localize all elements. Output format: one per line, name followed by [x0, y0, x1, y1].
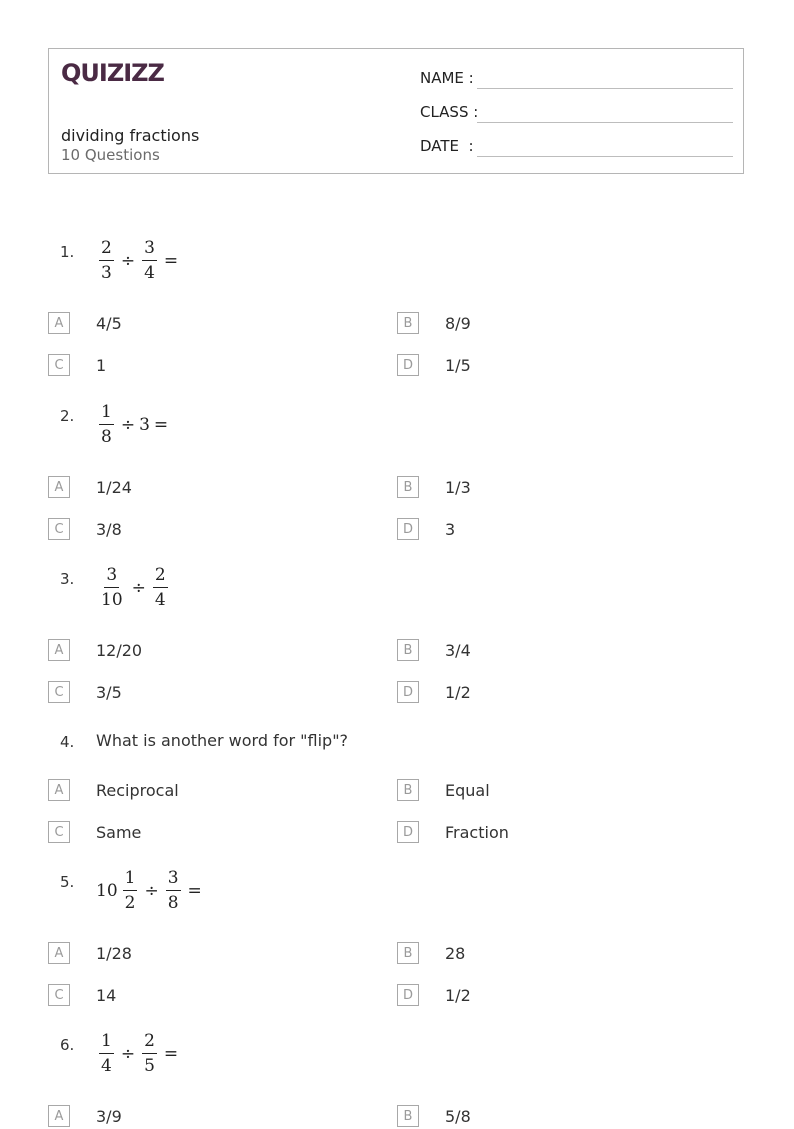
question-expression: $\frac{1}{4}$ ÷ $\frac{2}{5}$ =: [101, 1031, 179, 1076]
name-line[interactable]: [477, 88, 733, 89]
option-text: 1/5: [445, 356, 471, 375]
fraction: $\frac{1}{2}$: [124, 868, 136, 913]
option-letter-box[interactable]: D: [397, 518, 419, 540]
option-text: 14: [96, 986, 117, 1005]
option-text: 1/2: [445, 986, 471, 1005]
fraction: $\frac{1}{8}$: [101, 402, 112, 447]
option-text: 5/8: [445, 1107, 471, 1126]
option-text: 3/9: [96, 1107, 122, 1126]
fraction: $\frac{3}{8}$: [167, 868, 179, 913]
option-letter-box[interactable]: C: [48, 518, 70, 540]
option-letter-box[interactable]: A: [48, 1105, 70, 1127]
question-number: 6.: [60, 1036, 75, 1054]
option-letter-box[interactable]: A: [48, 779, 70, 801]
fraction: $\frac{3}{10}$: [101, 565, 123, 610]
option-text: 1/3: [445, 478, 471, 497]
option-letter-box[interactable]: C: [48, 354, 70, 376]
option-letter-box[interactable]: A: [48, 942, 70, 964]
option-letter-box[interactable]: D: [397, 984, 419, 1006]
option-letter-box[interactable]: B: [397, 779, 419, 801]
option-letter-box[interactable]: C: [48, 681, 70, 703]
fraction: $\frac{2}{5}$: [144, 1031, 155, 1076]
option-letter-box[interactable]: D: [397, 681, 419, 703]
option-letter-box[interactable]: A: [48, 312, 70, 334]
class-label: CLASS :: [420, 103, 479, 121]
fraction: $\frac{2}{4}$: [154, 565, 166, 610]
question-number: 2.: [60, 407, 75, 425]
name-label: NAME :: [420, 69, 474, 87]
option-letter-box[interactable]: B: [397, 476, 419, 498]
option-text: 3/8: [96, 520, 122, 539]
mixed-whole-number: 10: [96, 881, 118, 901]
question-expression: $\frac{2}{3}$ ÷ $\frac{3}{4}$ =: [101, 238, 179, 283]
class-line[interactable]: [477, 122, 733, 123]
question-expression: $\frac{3}{10}$ ÷ $\frac{2}{4}$: [101, 565, 166, 610]
option-text: 1/24: [96, 478, 132, 497]
option-letter-box[interactable]: C: [48, 821, 70, 843]
question-count: 10 Questions: [61, 146, 160, 164]
option-letter-box[interactable]: D: [397, 821, 419, 843]
question-number: 5.: [60, 873, 75, 891]
option-text: Fraction: [445, 823, 509, 842]
option-letter-box[interactable]: B: [397, 639, 419, 661]
question-expression: 10 $\frac{1}{2}$ ÷ $\frac{3}{8}$ =: [96, 868, 202, 913]
fraction: $\frac{3}{4}$: [144, 238, 155, 283]
option-letter-box[interactable]: B: [397, 1105, 419, 1127]
option-text: 8/9: [445, 314, 471, 333]
option-letter-box[interactable]: B: [397, 942, 419, 964]
date-line[interactable]: [477, 156, 733, 157]
question-text: What is another word for "flip"?: [96, 731, 349, 750]
option-text: Same: [96, 823, 142, 842]
option-text: 1/28: [96, 944, 132, 963]
fraction: $\frac{1}{4}$: [101, 1031, 112, 1076]
option-letter-box[interactable]: D: [397, 354, 419, 376]
whole-number: 3: [139, 415, 150, 435]
question-number: 3.: [60, 570, 75, 588]
fraction: $\frac{2}{3}$: [101, 238, 112, 283]
option-text: 3: [445, 520, 456, 539]
option-letter-box[interactable]: C: [48, 984, 70, 1006]
option-text: 3/4: [445, 641, 471, 660]
question-expression: $\frac{1}{8}$ ÷ 3 =: [101, 402, 169, 447]
question-number: 1.: [60, 243, 75, 261]
option-text: 1/2: [445, 683, 471, 702]
option-text: Reciprocal: [96, 781, 179, 800]
option-text: 4/5: [96, 314, 122, 333]
option-text: 1: [96, 356, 107, 375]
worksheet-header: [48, 48, 744, 174]
question-number: 4.: [60, 733, 75, 751]
option-letter-box[interactable]: A: [48, 639, 70, 661]
option-text: 3/5: [96, 683, 122, 702]
quizizz-logo: QUIZIZZ: [61, 59, 164, 87]
option-text: 12/20: [96, 641, 143, 660]
option-text: Equal: [445, 781, 490, 800]
option-text: 28: [445, 944, 466, 963]
worksheet-title: dividing fractions: [61, 126, 200, 145]
option-letter-box[interactable]: B: [397, 312, 419, 334]
option-letter-box[interactable]: A: [48, 476, 70, 498]
date-label: DATE :: [420, 137, 474, 155]
